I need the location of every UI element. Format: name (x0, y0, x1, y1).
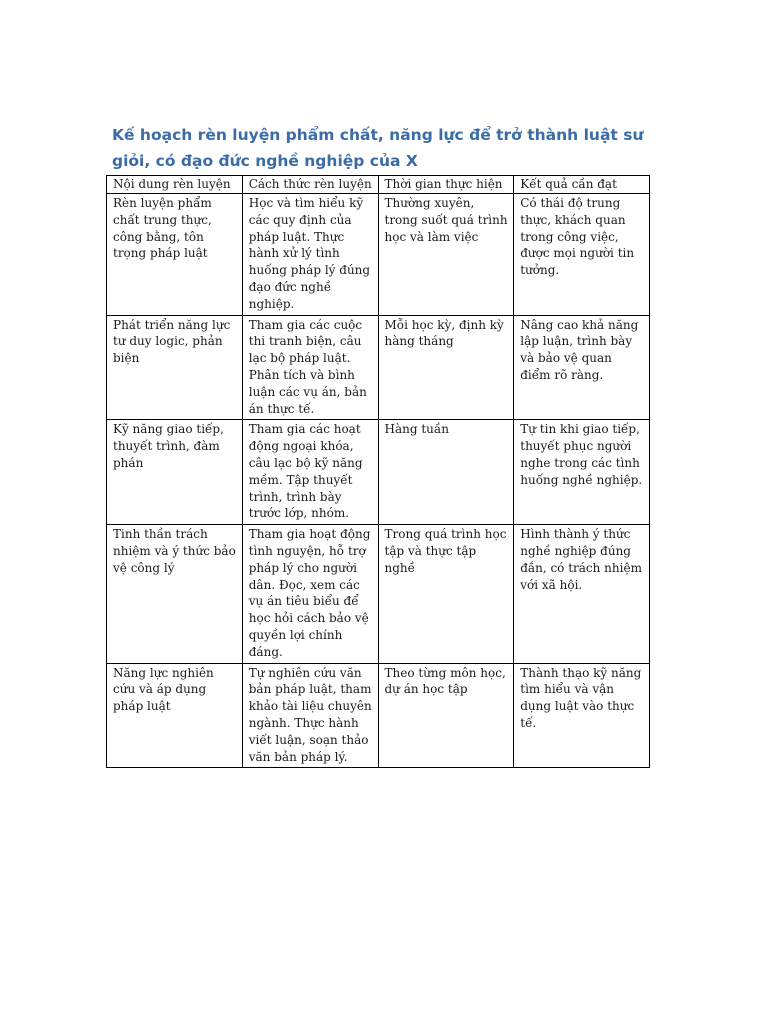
table-cell: Mỗi học kỳ, định kỳ hàng tháng (378, 315, 514, 420)
table-cell: Nâng cao khả năng lập luận, trình bày và bảo vệ quan điểm rõ ràng. (514, 315, 650, 420)
table-cell: Năng lực nghiên cứu và áp dụng pháp luật (107, 663, 243, 768)
table-cell: Phát triển năng lực tư duy logic, phản biện (107, 315, 243, 420)
table-cell: Hàng tuần (378, 420, 514, 525)
table-cell: Hình thành ý thức nghề nghiệp đúng đắn, có trách nhiệm với xã hội. (514, 525, 650, 663)
table-row (107, 194, 650, 316)
table-cell: Tự tin khi giao tiếp, thuyết phục người nghe trong các tình huống nghề nghiệp. (514, 420, 650, 525)
table-cell: Có thái độ trung thực, khách quan trong công việc, được mọi người tin tưởng. (514, 194, 650, 316)
table-cell: Rèn luyện phẩm chất trung thực, công bằng, tôn trọng pháp luật (107, 194, 243, 316)
table-row (107, 525, 650, 663)
table-cell: Tham gia các hoạt động ngoại khóa, câu lạc bộ kỹ năng mềm. Tập thuyết trình, trình bày trước lớp, nhóm. (242, 420, 378, 525)
header-content: Nội dung rèn luyện (107, 176, 243, 194)
header-timeline: Thời gian thực hiện (378, 176, 514, 194)
table-cell: Tự nghiên cứu văn bản pháp luật, tham khảo tài liệu chuyên ngành. Thực hành viết luận, soạn thảo văn bản pháp lý. (242, 663, 378, 768)
table-row (107, 420, 650, 525)
table-row (107, 663, 650, 768)
table-cell: Theo từng môn học, dự án học tập (378, 663, 514, 768)
header-method: Cách thức rèn luyện (242, 176, 378, 194)
table-cell: Tham gia các cuộc thi tranh biện, câu lạc bộ pháp luật. Phân tích và bình luận các vụ án, bản án thực tế. (242, 315, 378, 420)
table-cell: Học và tìm hiểu kỹ các quy định của pháp luật. Thực hành xử lý tình huống pháp lý đúng đạo đức nghề nghiệp. (242, 194, 378, 316)
table-cell: Tham gia hoạt động tình nguyện, hỗ trợ pháp lý cho người dân. Đọc, xem các vụ án tiêu biểu để học hỏi cách bảo vệ quyền lợi chính đáng. (242, 525, 378, 663)
table-cell: Thành thạo kỹ năng tìm hiểu và vận dụng luật vào thực tế. (514, 663, 650, 768)
document-title: Kế hoạch rèn luyện phẩm chất, năng lực để trở thành luật sư giỏi, có đạo đức nghề nghiệp của X (112, 126, 644, 170)
table-row (107, 315, 650, 420)
table-cell: Kỹ năng giao tiếp, thuyết trình, đàm phán (107, 420, 243, 525)
training-plan-table (106, 175, 650, 768)
table-header-row (107, 176, 650, 194)
table-cell: Tinh thần trách nhiệm và ý thức bảo vệ công lý (107, 525, 243, 663)
table-cell: Thường xuyên, trong suốt quá trình học và làm việc (378, 194, 514, 316)
table-cell: Trong quá trình học tập và thực tập nghề (378, 525, 514, 663)
header-expected-result: Kết quả cần đạt (514, 176, 650, 194)
